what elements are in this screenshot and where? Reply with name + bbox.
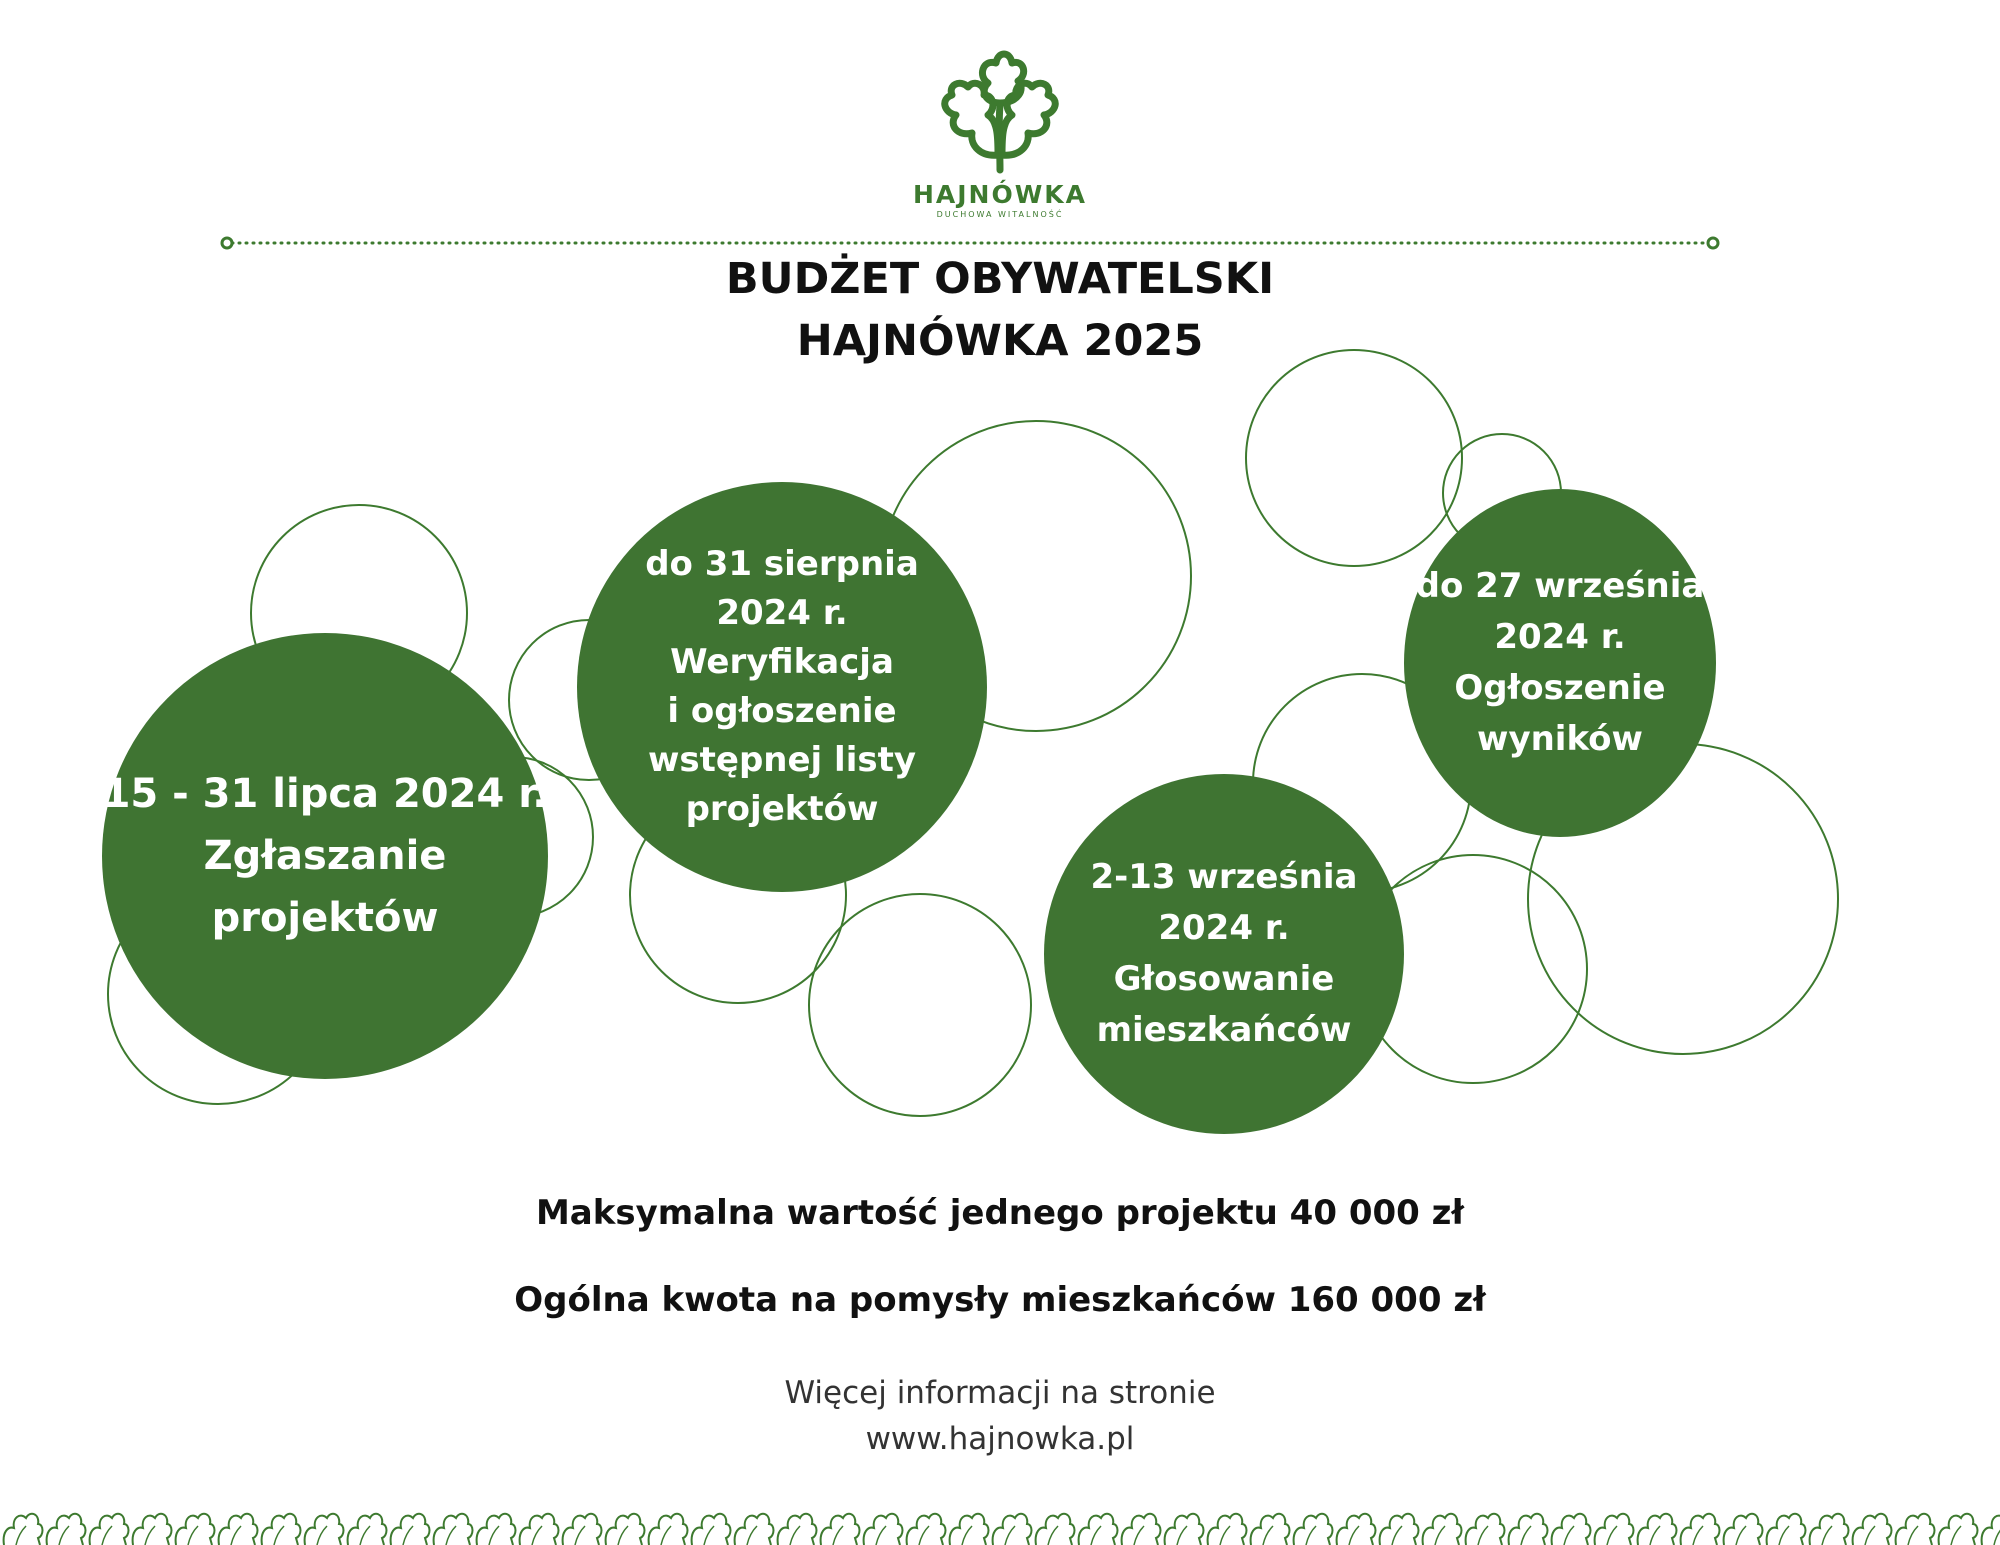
leaf-motif-icon (563, 1514, 602, 1545)
step-text-line: projektów (685, 789, 879, 829)
leaf-motif-icon (1810, 1514, 1849, 1545)
leaf-motif-icon (907, 1514, 946, 1545)
leaf-motif-icon (1982, 1514, 2000, 1545)
leaf-motif-icon (1423, 1514, 1462, 1545)
step-text-line: 2024 r. (1494, 617, 1626, 657)
logo-name: HAJNÓWKA (912, 180, 1088, 209)
step-text-line: 15 - 31 lipca 2024 r. (102, 771, 548, 817)
leaf-motif-icon (735, 1514, 774, 1545)
step-text-line: do 27 września (1415, 566, 1705, 606)
step-text-line: projektów (211, 895, 439, 941)
step-text-line: i ogłoszenie (667, 691, 897, 731)
step-text-line: do 31 sierpnia (645, 544, 919, 584)
deco-circle (809, 894, 1031, 1116)
leaf-motif-icon (176, 1514, 215, 1545)
timeline-step-verification (577, 482, 987, 892)
total-budget: Ogólna kwota na pomysły mieszkańców 160 000 zł (514, 1280, 1486, 1320)
website-link[interactable]: www.hajnowka.pl (865, 1421, 1135, 1457)
leaf-motif-icon (1853, 1514, 1892, 1545)
leaf-motif-icon (348, 1514, 387, 1545)
leaf-motif-icon (520, 1514, 559, 1545)
leaf-motif-icon (1208, 1514, 1247, 1545)
leaf-motif-icon (1251, 1514, 1290, 1545)
leaf-motif-icon (305, 1514, 344, 1545)
leaf-motif-icon (262, 1514, 301, 1545)
leaf-motif-icon (1681, 1514, 1720, 1545)
step-text-line: wyników (1477, 719, 1643, 759)
leaf-motif-icon (950, 1514, 989, 1545)
leaf-motif-icon (1079, 1514, 1118, 1545)
leaf-motif-icon (1294, 1514, 1333, 1545)
step-text-line: Ogłoszenie (1454, 668, 1666, 708)
leaf-motif-icon (1767, 1514, 1806, 1545)
title-line-2: HAJNÓWKA 2025 (796, 316, 1204, 366)
leaf-motif-icon (434, 1514, 473, 1545)
leaf-motif-icon (649, 1514, 688, 1545)
leaf-motif-icon (1638, 1514, 1677, 1545)
more-info-text: Więcej informacji na stronie (784, 1375, 1216, 1411)
step-text-line: mieszkańców (1096, 1010, 1352, 1050)
leaf-motif-icon (1337, 1514, 1376, 1545)
more-info (600, 1370, 1400, 1462)
leaf-motif-icon (1165, 1514, 1204, 1545)
step-text-line: 2024 r. (716, 593, 848, 633)
logo-tagline: DUCHOWA WITALNOŚĆ (936, 210, 1064, 219)
max-project-value: Maksymalna wartość jednego projektu 40 000 zł (535, 1193, 1465, 1233)
leaf-motif-icon (1595, 1514, 1634, 1545)
leaf-motif-icon (477, 1514, 516, 1545)
leaf-motif-icon (821, 1514, 860, 1545)
leaf-motif-icon (1466, 1514, 1505, 1545)
leaf-motif-icon (778, 1514, 817, 1545)
leaf-motif-icon (1509, 1514, 1548, 1545)
leaf-motif-icon (1724, 1514, 1763, 1545)
step-text-line: wstępnej listy (647, 740, 916, 780)
leaf-motif-icon (391, 1514, 430, 1545)
leaf-motif-icon (1122, 1514, 1161, 1545)
leaf-motif-icon (90, 1514, 129, 1545)
leaf-motif-icon (1896, 1514, 1935, 1545)
leaf-motif-icon (47, 1514, 86, 1545)
leaf-border-decoration (0, 1498, 2000, 1545)
timeline-step-submission (102, 633, 548, 1079)
leaf-motif-icon (606, 1514, 645, 1545)
title-line-1: BUDŻET OBYWATELSKI (725, 254, 1275, 304)
step-text-line: 2-13 września (1090, 857, 1358, 897)
timeline-step-results (1404, 489, 1716, 837)
leaf-motif-icon (219, 1514, 258, 1545)
leaf-motif-icon (993, 1514, 1032, 1545)
step-text-line: Głosowanie (1113, 959, 1335, 999)
leaf-motif-icon (692, 1514, 731, 1545)
leaf-motif-icon (864, 1514, 903, 1545)
timeline-step-voting (1044, 774, 1404, 1134)
step-text-line: Weryfikacja (670, 642, 894, 682)
leaf-motif-icon (1036, 1514, 1075, 1545)
leaf-motif-icon (1380, 1514, 1419, 1545)
leaf-motif-icon (1552, 1514, 1591, 1545)
leaf-motif-icon (1939, 1514, 1978, 1545)
leaf-motif-icon (133, 1514, 172, 1545)
step-text-line: Zgłaszanie (203, 833, 447, 879)
step-text-line: 2024 r. (1158, 908, 1290, 948)
deco-circle (1246, 350, 1462, 566)
leaf-motif-icon (4, 1514, 43, 1545)
